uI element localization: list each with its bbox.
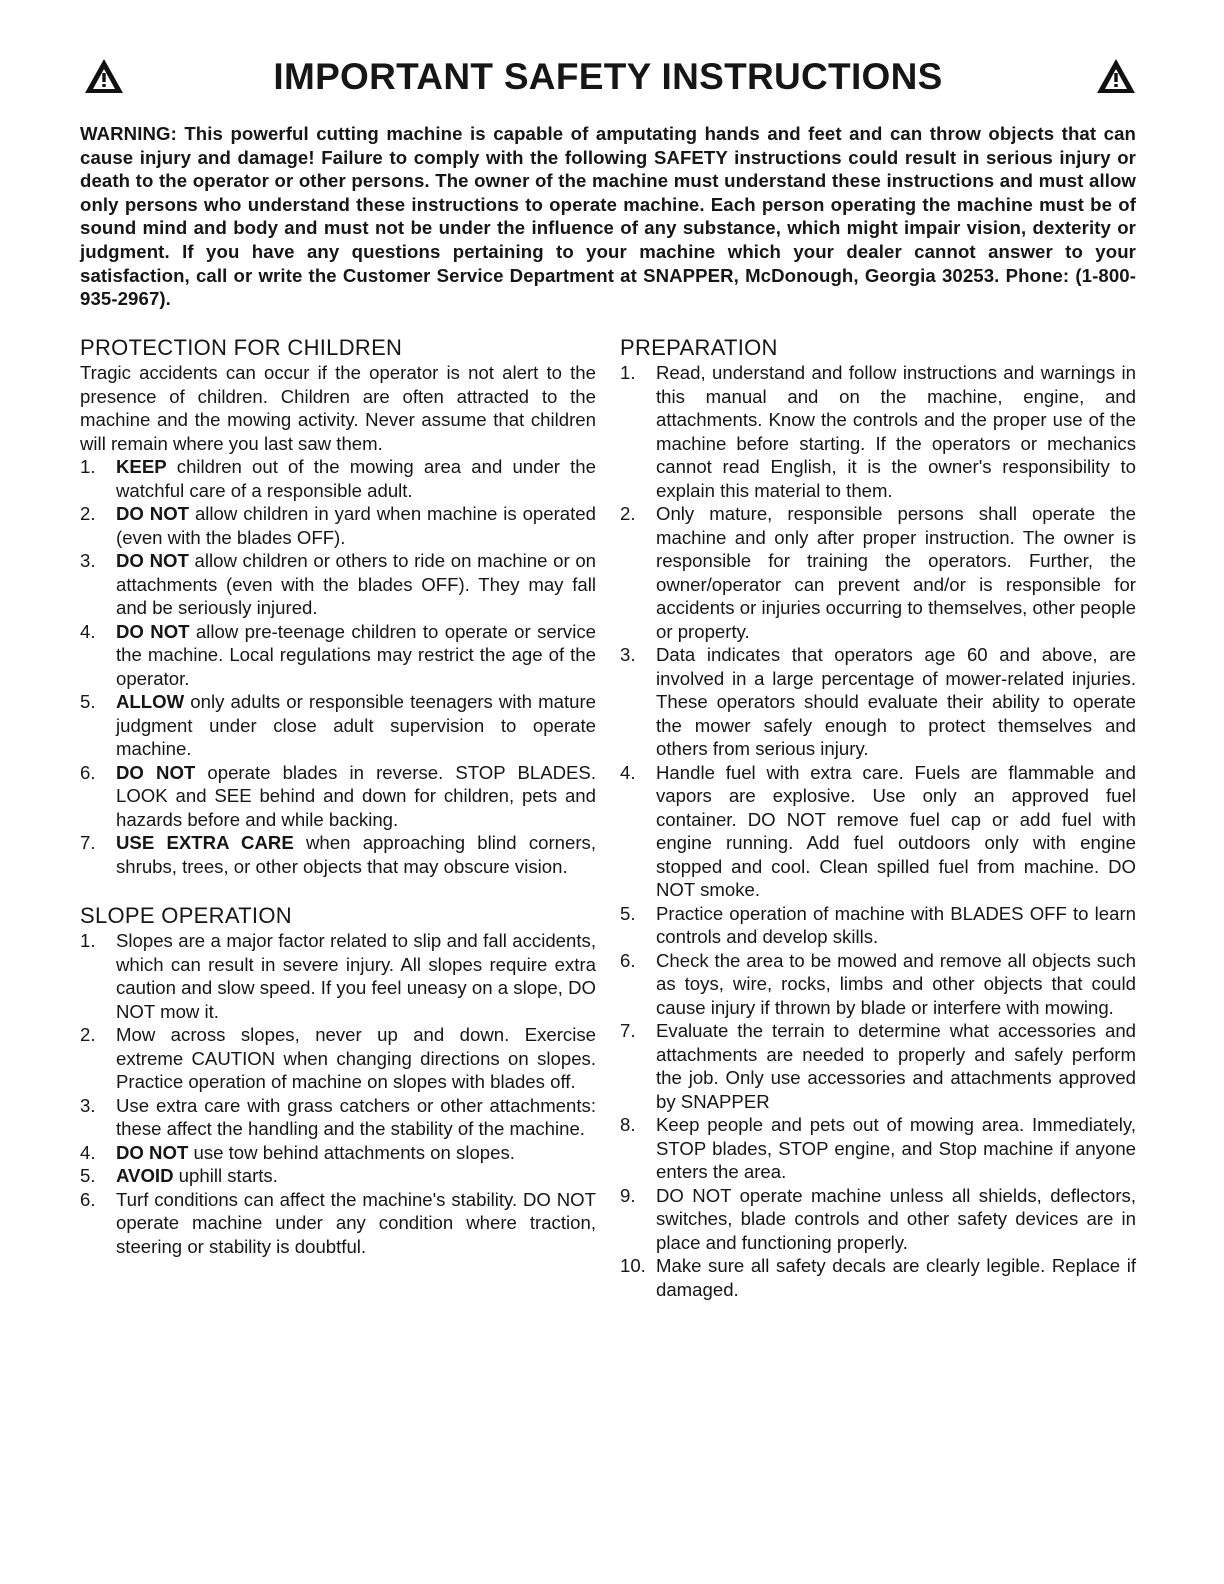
list-item [80, 502, 596, 549]
right-column [620, 334, 1136, 1301]
list-item [80, 831, 596, 878]
item-text: Practice operation of machine with BLADES OFF to learn controls and develop skills. [656, 902, 1136, 947]
item-number: 2. [80, 1024, 96, 1045]
item-lead: DO NOT [116, 503, 190, 524]
item-text: operate blades in reverse. STOP BLADES. LOOK and SEE behind and down for children, pets and hazards before and while backing. [116, 761, 596, 830]
item-text: Keep people and pets out of mowing area. Immediately, STOP blades, STOP engine, and Stop machine if anyone enters the area. [656, 1114, 1136, 1182]
item-number: 5. [620, 902, 636, 924]
item-number: 1. [80, 930, 96, 951]
item-number: 5. [80, 691, 96, 712]
item-number: 8. [620, 1114, 636, 1135]
preparation-list [620, 361, 1136, 1301]
item-text: DO NOT operate machine unless all shields, deflectors, switches, blade controls and other safety devices are in place and functioning properly. [656, 1184, 1136, 1253]
children-list [80, 455, 596, 878]
list-item [620, 643, 1136, 761]
item-lead: AVOID [116, 1165, 174, 1186]
item-text: Use extra care with grass catchers or other attachments: these affect the handling and the stability of the machine. [116, 1094, 596, 1139]
section-heading-preparation: PREPARATION [620, 335, 778, 360]
list-item [620, 1019, 1136, 1113]
item-number: 2. [80, 503, 96, 524]
item-text: allow pre-teenage children to operate or service the machine. Local regulations may restrict the age of the operator. [116, 620, 596, 689]
item-lead: KEEP [116, 456, 167, 477]
list-item [620, 1254, 1136, 1301]
list-item [80, 549, 596, 620]
warning-triangle-icon [1096, 58, 1136, 94]
section-heading-children: PROTECTION FOR CHILDREN [80, 335, 403, 360]
list-item [80, 620, 596, 691]
list-item [620, 902, 1136, 949]
list-item [80, 1141, 596, 1165]
item-text: allow children in yard when machine is operated (even with the blades OFF). [116, 503, 596, 548]
item-text: Slopes are a major factor related to slip and fall accidents, which can result in severe injury. All slopes require extra caution and slow speed. If you feel uneasy on a slope, DO NOT mow it. [116, 930, 596, 1022]
item-number: 1. [620, 362, 636, 383]
item-text: Only mature, responsible persons shall operate the machine and only after proper instruction. The owner is responsible for training the operators. Further, the owner/operator can prevent and/or is responsible for accidents or injuries occurring to themselves, other people or property. [656, 503, 1136, 642]
item-number: 7. [80, 832, 96, 853]
children-intro: Tragic accidents can occur if the operator is not alert to the presence of children. Children are often attracted to the machine and the mowing activity. Never assume that children will remain where you last saw them. [80, 362, 596, 454]
title-row [80, 52, 1136, 102]
list-item [80, 929, 596, 1023]
list-item [80, 761, 596, 832]
warning-paragraph: WARNING: This powerful cutting machine is capable of amputating hands and feet and can throw objects that can cause injury and damage! Failure to comply with the following SAFETY instructions could result in serious injury or death to the operator or other persons. The owner of the machine must understand these instructions and must allow only persons who understand these instructions to operate machine. Each person operating the machine must be of sound mind and body and must not be under the influence of any substance, which might impair vision, dexterity or judgment. If you have any questions pertaining to your machine which your dealer cannot answer to your satisfaction, call or write the Customer Service Department at SNAPPER, McDonough, Georgia 30253. Phone: (1-800-935-2967). [80, 123, 1136, 310]
item-text: only adults or responsible teenagers with mature judgment under close adult supervision to operate machine. [116, 691, 596, 759]
item-text: Handle fuel with extra care. Fuels are flammable and vapors are explosive. Use only an approved fuel container. DO NOT remove fuel cap or add fuel with engine running. Add fuel outdoors only with engine stopped and cool. Clean spilled fuel from machine. DO NOT smoke. [656, 761, 1136, 900]
list-item [620, 361, 1136, 502]
item-number: 1. [80, 456, 96, 477]
item-lead: DO NOT [116, 550, 189, 571]
item-number: 4. [80, 620, 96, 642]
item-text: allow children or others to ride on machine or on attachments (even with the blades OFF). They may fall and be seriously injured. [116, 550, 597, 618]
item-number: 6. [80, 1188, 96, 1210]
item-text: when approaching blind corners, shrubs, trees, or other objects that may obscure vision. [116, 832, 596, 877]
list-item [80, 1023, 596, 1094]
item-number: 10. [620, 1255, 646, 1276]
item-text: Make sure all safety decals are clearly legible. Replace if damaged. [656, 1255, 1136, 1300]
item-number: 4. [80, 1141, 96, 1163]
list-item [620, 761, 1136, 902]
item-text: Turf conditions can affect the machine's stability. DO NOT operate machine under any condition where traction, steering or stability is doubtful. [116, 1188, 596, 1257]
list-item [80, 1094, 596, 1141]
slope-list [80, 929, 596, 1258]
item-lead: DO NOT [116, 761, 196, 783]
item-lead: DO NOT [116, 620, 190, 642]
item-number: 6. [80, 761, 96, 783]
item-number: 2. [620, 503, 636, 524]
section-heading-slope: SLOPE OPERATION [80, 903, 292, 928]
list-item [80, 1164, 596, 1188]
left-column [80, 334, 596, 1258]
item-number: 3. [80, 550, 96, 571]
list-item [80, 1188, 596, 1259]
list-item [620, 1113, 1136, 1184]
item-text: children out of the mowing area and under the watchful care of a responsible adult. [116, 456, 596, 501]
item-text: Read, understand and follow instructions and warnings in this manual and on the machine, engine, and attachments. Know the controls and the proper use of the machine before starting. If the operators or mechanics cannot read English, it is the owner's responsibility to explain this material to them. [656, 362, 1136, 501]
item-number: 4. [620, 761, 636, 783]
list-item [620, 502, 1136, 643]
item-text: Check the area to be mowed and remove all objects such as toys, wire, rocks, limbs and other objects that could cause injury if thrown by blade or interfere with mowing. [656, 949, 1136, 1018]
item-number: 6. [620, 949, 636, 971]
item-lead: DO NOT [116, 1141, 189, 1163]
item-number: 9. [620, 1184, 636, 1206]
page-title: IMPORTANT SAFETY INSTRUCTIONS [273, 56, 943, 97]
list-item [80, 690, 596, 761]
item-number: 3. [620, 644, 636, 665]
list-item [620, 949, 1136, 1020]
list-item [620, 1184, 1136, 1255]
item-text: Evaluate the terrain to determine what accessories and attachments are needed to properly and safely perform the job. Only use accessories and attachments approved by SNAPPER [656, 1020, 1136, 1112]
item-text: Mow across slopes, never up and down. Exercise extreme CAUTION when changing directions on slopes. Practice operation of machine on slopes with blades off. [116, 1024, 596, 1092]
item-number: 3. [80, 1094, 96, 1116]
item-lead: USE EXTRA CARE [116, 832, 294, 853]
item-lead: ALLOW [116, 691, 185, 712]
item-text: use tow behind attachments on slopes. [188, 1141, 515, 1163]
item-text: Data indicates that operators age 60 and above, are involved in a large percentage of mower-related injuries. These operators should evaluate their ability to operate the mower safely enough to protect themselves and others from serious injury. [656, 644, 1136, 759]
item-number: 5. [80, 1165, 96, 1186]
item-number: 7. [620, 1020, 636, 1041]
item-text: uphill starts. [173, 1165, 278, 1186]
list-item [80, 455, 596, 502]
